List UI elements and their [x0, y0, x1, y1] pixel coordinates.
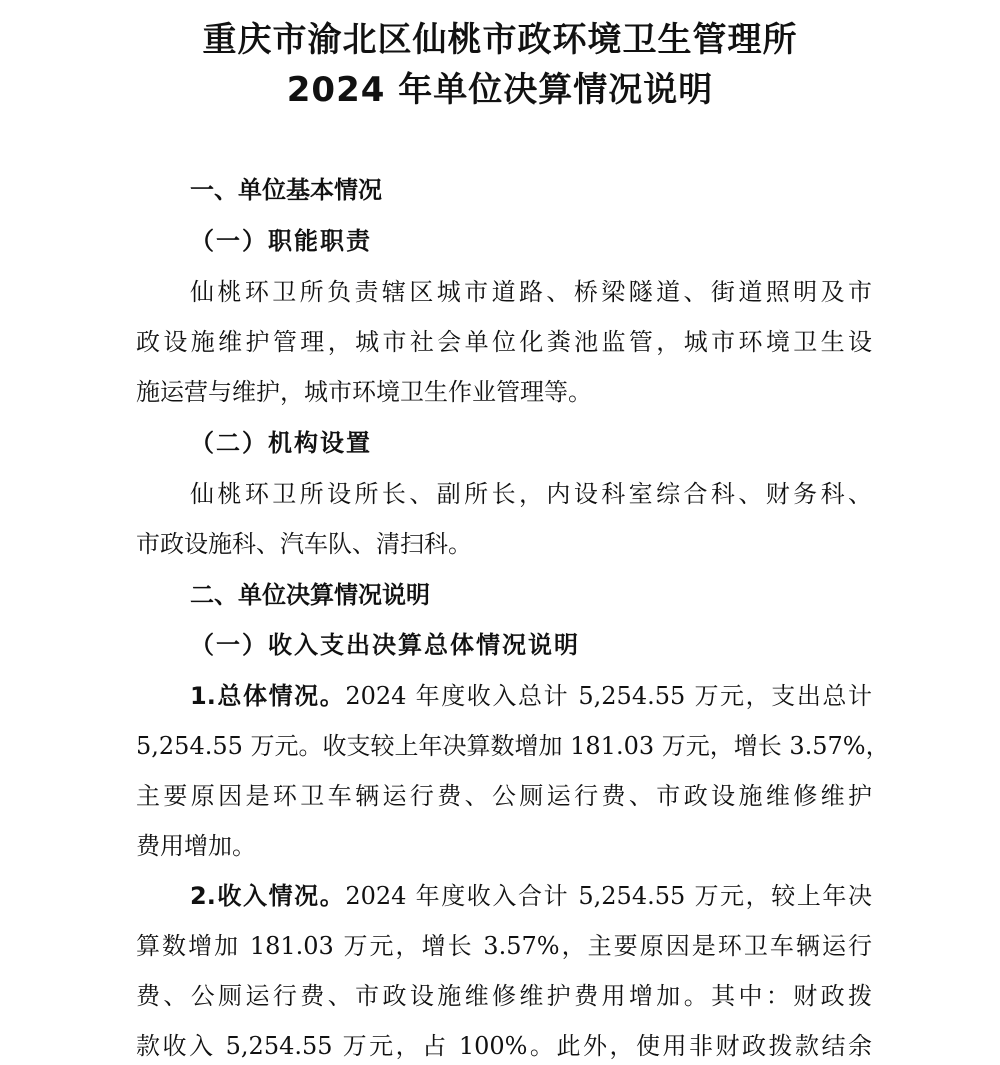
section-heading-final-accounts: 二、单位决算情况说明	[190, 581, 430, 609]
subheading-functions: （一）职能职责	[190, 226, 372, 255]
subheading-income-expenditure: （一）收入支出决算总体情况说明	[190, 630, 580, 659]
paragraph-line: 仙桃环卫所设所长、副所长，内设科室综合科、财务科、	[190, 480, 872, 508]
paragraph-text: 2024 年度收入总计 5,254.55 万元，支出总计	[345, 682, 872, 710]
paragraph-lead-income: 2.收入情况。	[190, 882, 346, 910]
paragraph-line	[190, 676, 872, 711]
document-title-line2: 2024 年单位决算情况说明	[286, 70, 714, 110]
document-title-line1: 重庆市渝北区仙桃市政环境卫生管理所	[202, 20, 798, 60]
paragraph-line: 政设施维护管理，城市社会单位化粪池监管，城市环境卫生设	[136, 328, 872, 356]
paragraph-line: 主要原因是环卫车辆运行费、公厕运行费、市政设施维修维护	[136, 782, 872, 810]
paragraph-line	[190, 876, 872, 911]
section-heading-basic-info: 一、单位基本情况	[190, 176, 382, 204]
paragraph-line: 款收入 5,254.55 万元，占 100%。此外，使用非财政拨款结余	[136, 1032, 872, 1060]
paragraph-line: 5,254.55 万元。收支较上年决算数增加 181.03 万元，增长 3.57%，	[136, 732, 890, 760]
paragraph-line: 仙桃环卫所负责辖区城市道路、桥梁隧道、街道照明及市	[190, 278, 872, 306]
paragraph-text: 2024 年度收入合计 5,254.55 万元，较上年决	[345, 882, 872, 910]
paragraph-line: 费用增加。	[136, 832, 256, 860]
paragraph-line: 市政设施科、汽车队、清扫科。	[136, 530, 472, 558]
paragraph-lead-overall: 1.总体情况。	[190, 682, 346, 710]
paragraph-line: 施运营与维护，城市环境卫生作业管理等。	[136, 378, 592, 406]
paragraph-line: 算数增加 181.03 万元，增长 3.57%，主要原因是环卫车辆运行	[136, 932, 872, 960]
subheading-organization: （二）机构设置	[190, 428, 372, 457]
paragraph-line: 费、公厕运行费、市政设施维修维护费用增加。其中：财政拨	[136, 982, 872, 1010]
